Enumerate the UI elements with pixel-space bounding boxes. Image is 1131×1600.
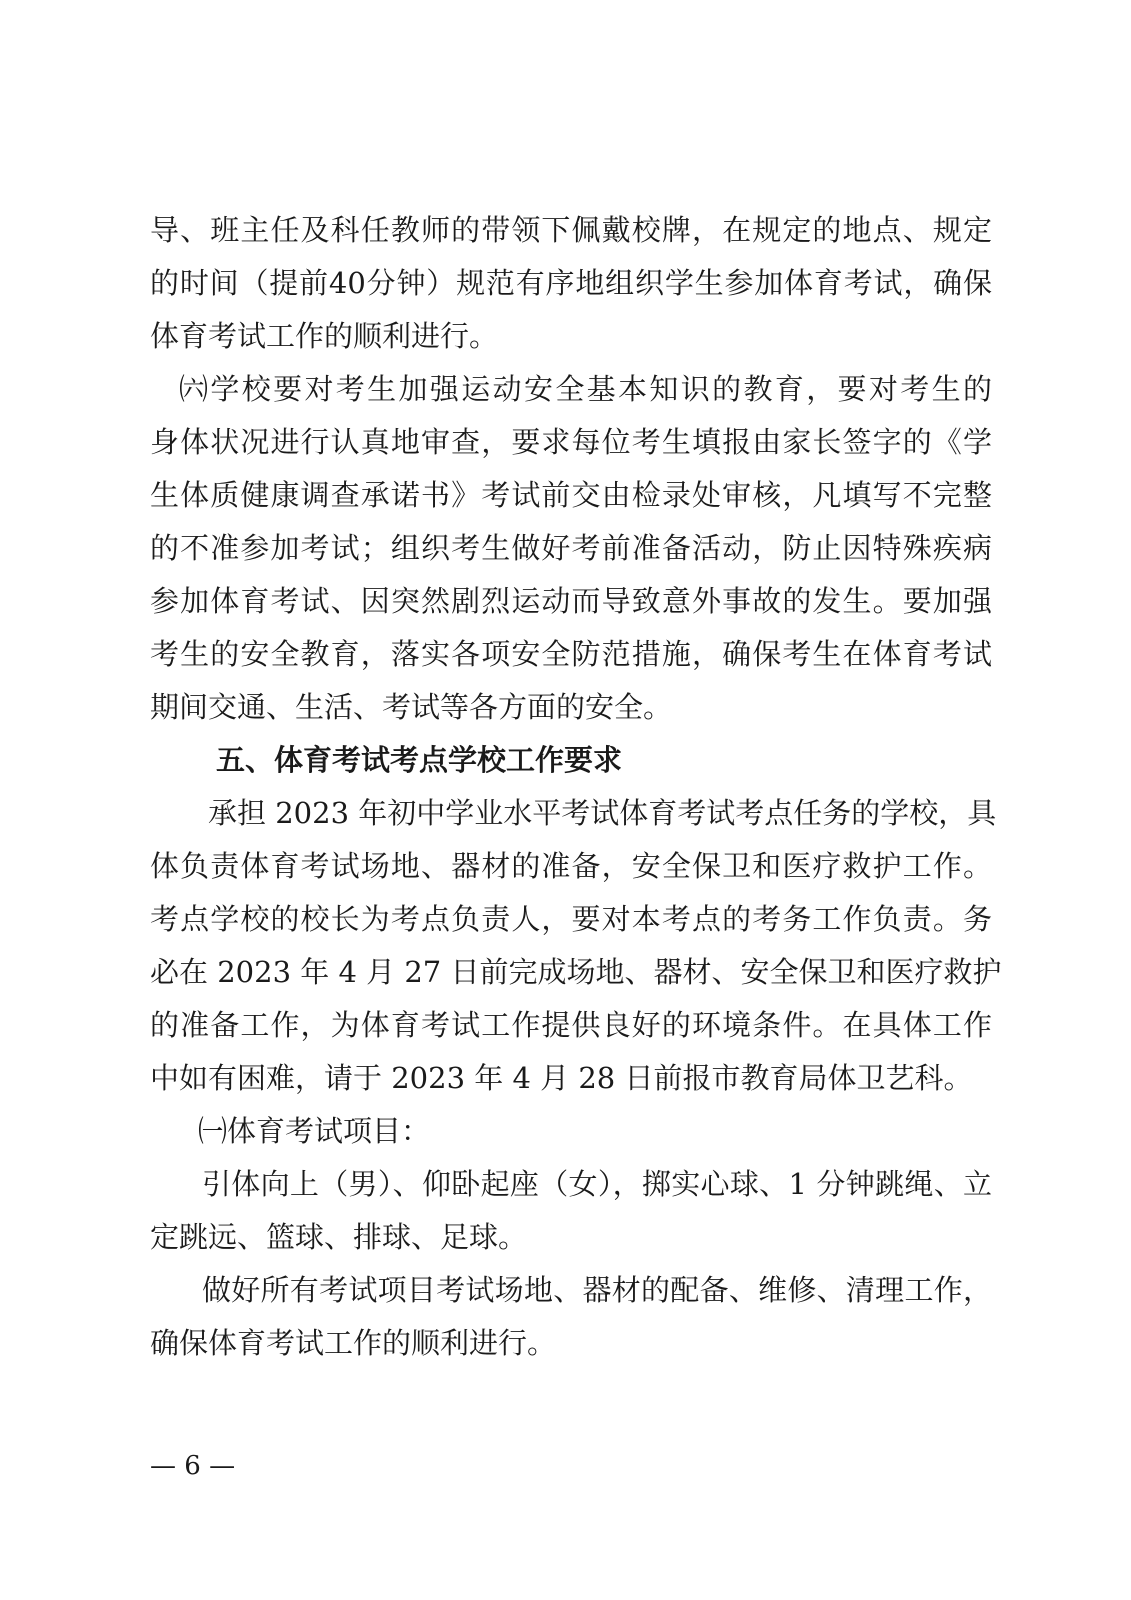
- paragraph-start-line: 引体向上（男）、仰卧起座（女），掷实心球、1 分钟跳绳、立: [202, 1167, 992, 1201]
- text-line: 生体质健康调查承诺书》考试前交由检录处审核，凡填写不完整: [150, 478, 992, 512]
- section-heading: 五、体育考试考点学校工作要求: [216, 743, 623, 777]
- paragraph-start-line: 承担 2023 年初中学业水平考试体育考试考点任务的学校，具: [208, 796, 997, 830]
- text-line: 考生的安全教育，落实各项安全防范措施，确保考生在体育考试: [150, 637, 992, 671]
- text-line: 导、班主任及科任教师的带领下佩戴校牌，在规定的地点、规定: [150, 213, 992, 247]
- text-line: 身体状况进行认真地审查，要求每位考生填报由家长签字的《学: [150, 425, 992, 459]
- text-line: 期间交通、生活、考试等各方面的安全。: [150, 690, 673, 724]
- text-line: 体育考试工作的顺利进行。: [150, 319, 499, 353]
- text-line: 的不准参加考试；组织考生做好考前准备活动，防止因特殊疾病: [150, 531, 992, 565]
- text-line: 考点学校的校长为考点负责人，要对本考点的考务工作负责。务: [150, 902, 992, 936]
- text-line: 确保体育考试工作的顺利进行。: [150, 1326, 557, 1360]
- paragraph-start-line: 做好所有考试项目考试场地、器材的配备、维修、清理工作，: [202, 1273, 992, 1307]
- text-line: 的准备工作，为体育考试工作提供良好的环境条件。在具体工作: [150, 1008, 992, 1042]
- text-line: 中如有困难，请于 2023 年 4 月 28 日前报市教育局体卫艺科。: [150, 1061, 973, 1095]
- text-line: 的时间（提前40分钟）规范有序地组织学生参加体育考试，确保: [150, 266, 992, 300]
- page-number: — 6 —: [150, 1451, 236, 1481]
- text-line: 必在 2023 年 4 月 27 日前完成场地、器材、安全保卫和医疗救护: [150, 955, 1002, 989]
- subsection-heading: ㈠体育考试项目：: [198, 1114, 431, 1148]
- text-line: 体负责体育考试场地、器材的准备，安全保卫和医疗救护工作。: [150, 849, 992, 883]
- text-line: 定跳远、篮球、排球、足球。: [150, 1220, 528, 1254]
- paragraph-start-line: ㈥学校要对考生加强运动安全基本知识的教育，要对考生的: [179, 372, 992, 406]
- text-line: 参加体育考试、因突然剧烈运动而导致意外事故的发生。要加强: [150, 584, 992, 618]
